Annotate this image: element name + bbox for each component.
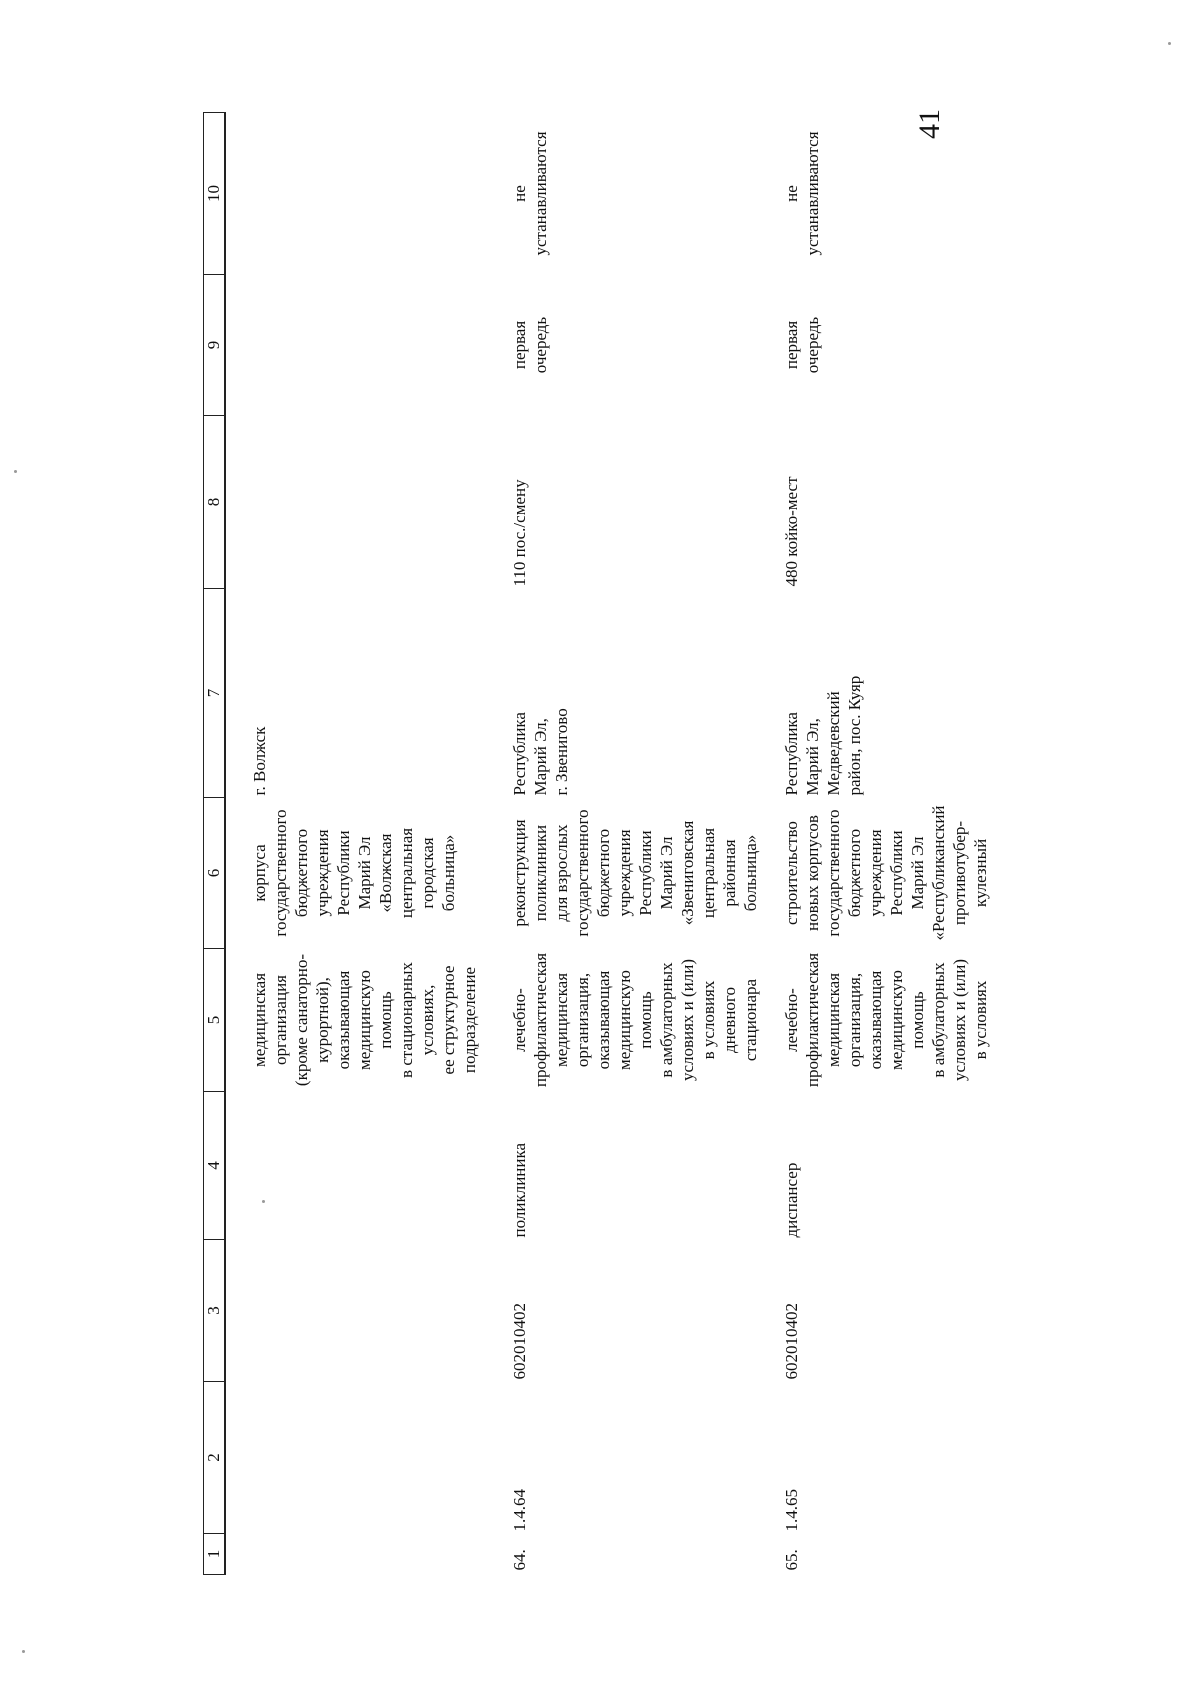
document-table: [203, 112, 1011, 1575]
cell-classifier: 602010402: [782, 1303, 801, 1380]
scan-speck: [14, 470, 17, 473]
cell-description: корпуса государственного бюджетного учреждения Республики Марий Эл «Волжская центральная городская больница»: [250, 809, 458, 937]
cell-location: г. Волжск: [250, 726, 269, 796]
cell-classifier: [225, 1240, 489, 1382]
scan-speck: [1168, 42, 1171, 45]
cell-capacity: 480 койко-мест: [782, 476, 801, 587]
cell-code: [225, 1382, 489, 1534]
table-row: [761, 113, 1011, 1575]
cell-stage: [225, 275, 489, 416]
scan-speck: [262, 1200, 265, 1203]
cell-zones: [225, 113, 489, 275]
cell-object-type: поликлиника: [510, 1142, 529, 1238]
cell-classifier: 602010402: [510, 1303, 529, 1380]
cell-code: 1.4.64: [510, 1489, 529, 1532]
table-row: [225, 113, 489, 1575]
cell-code: 1.4.65: [782, 1489, 801, 1532]
column-header: 1: [204, 1534, 226, 1575]
scan-speck: [22, 1650, 25, 1653]
cell-description: реконструкция поликлиники для взрослых государственного бюджетного учреждения Республики Марий Эл «Звениговская центральная районная больница»: [510, 809, 760, 937]
column-header: 7: [204, 589, 226, 798]
column-header: 2: [204, 1382, 226, 1534]
cell-object-type: [225, 1092, 489, 1240]
column-header: 5: [204, 949, 226, 1092]
cell-stage: первая очередь: [510, 316, 550, 374]
cell-capacity: 110 пос./смену: [510, 479, 529, 587]
page-number: 41: [913, 109, 946, 139]
cell-purpose: лечебно- профилактическая медицинская организация, оказывающая медицинскую помощь в амбулаторных условиях и (или) в условиях дневного стационара: [510, 952, 760, 1088]
table-header-row: [204, 113, 226, 1575]
rotated-table-container: [203, 113, 1053, 1575]
column-header: 8: [204, 416, 226, 589]
cell-number: 64.: [510, 1549, 529, 1571]
cell-location: Республика Марий Эл, Медведевский район, пос. Куяр: [782, 675, 864, 796]
table-row: [489, 113, 761, 1575]
cell-zones: не устанавливаются: [510, 131, 550, 256]
cell-number: [225, 1534, 489, 1575]
column-header: 9: [204, 275, 226, 416]
cell-zones: не устанавливаются: [782, 131, 822, 256]
column-header: 3: [204, 1240, 226, 1382]
cell-capacity: [225, 416, 489, 589]
cell-object-type: диспансер: [782, 1162, 801, 1238]
column-header: 6: [204, 798, 226, 949]
cell-description: строительство новых корпусов государственного бюджетного учреждения Республики Марий Эл «Республиканский противотубер- кулезный: [782, 805, 990, 941]
cell-number: 65.: [782, 1549, 801, 1571]
cell-purpose: медицинская организация (кроме санаторно- курортной), оказывающая медицинскую помощь в стационарных условиях, ее структурное подразделение: [250, 953, 479, 1087]
cell-location: Республика Марий Эл, г. Звенигово: [510, 708, 571, 796]
cell-purpose: лечебно- профилактическая медицинская организация, оказывающая медицинскую помощь в амбулаторных условиях и (или) в условиях: [782, 952, 990, 1088]
cell-stage: первая очередь: [782, 316, 822, 374]
column-header: 4: [204, 1092, 226, 1240]
column-header: 10: [204, 113, 226, 275]
